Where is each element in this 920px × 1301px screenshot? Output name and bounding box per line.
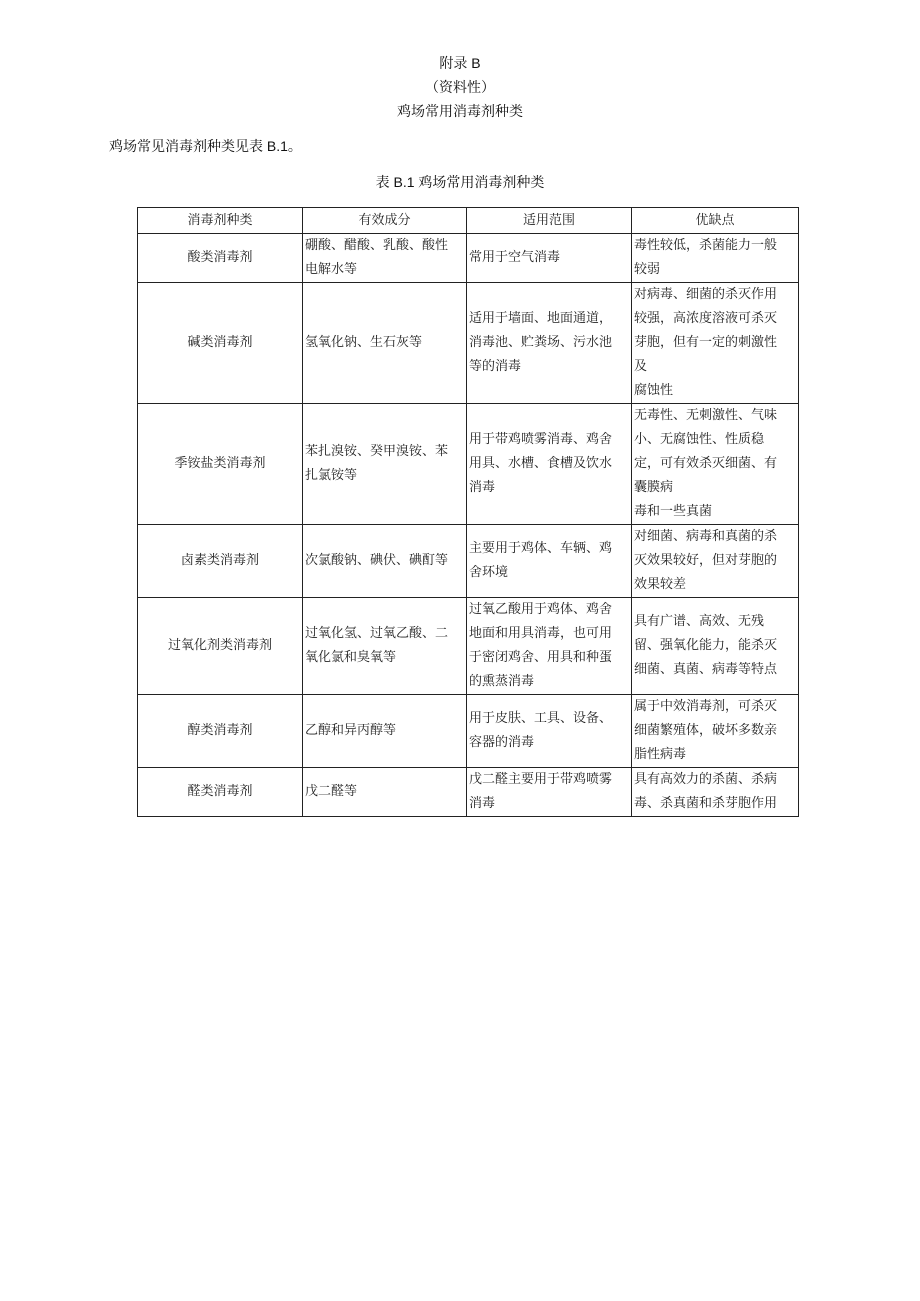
ingredient-cell [303, 283, 467, 404]
cell-line: 于密闭鸡舍、用具和种蛋 [469, 650, 613, 665]
pros-cons-cell [632, 404, 799, 525]
cell-line: 硼酸、醋酸、乳酸、酸性 [305, 238, 449, 253]
table-row [138, 525, 799, 598]
pros-cons-cell [632, 695, 799, 768]
scope-cell [467, 768, 632, 817]
cell-line: 具有广谱、高效、无残 [634, 614, 765, 629]
disinfectant-type-cell: 过氧化剂类消毒剂 [138, 598, 303, 695]
cell-line: 乙醇和异丙醇等 [305, 723, 397, 738]
cell-line: 主要用于鸡体、车辆、鸡 [469, 541, 613, 556]
scope-cell [467, 234, 632, 283]
cell-line: 及 [634, 359, 648, 374]
table-row [138, 404, 799, 525]
table-row [138, 695, 799, 768]
disinfectant-type-cell: 季铵盐类消毒剂 [138, 404, 303, 525]
cell-line: 灭效果较好，但对芽胞的 [634, 553, 778, 568]
pros-cons-cell [632, 598, 799, 695]
cell-line: 次氯酸钠、碘伏、碘酊等 [305, 553, 449, 568]
cell-line: 常用于空气消毒 [469, 250, 561, 265]
cell-line: 腐蚀性 [634, 383, 674, 398]
cell-line: 的熏蒸消毒 [469, 674, 535, 689]
disinfectant-type-cell: 醇类消毒剂 [138, 695, 303, 768]
cell-line: 小、无腐蚀性、性质稳 [634, 432, 765, 447]
cell-line: 较强，高浓度溶液可杀灭 [634, 311, 778, 326]
cell-line: 扎氯铵等 [305, 468, 358, 483]
cell-line: 过氧乙酸用于鸡体、鸡舍 [469, 602, 613, 617]
cell-line: 毒性较低，杀菌能力一般 [634, 238, 778, 253]
cell-line: 适用于墙面、地面通道， [469, 311, 613, 326]
scope-cell [467, 404, 632, 525]
cell-line: 电解水等 [305, 262, 358, 277]
cell-line: 细菌、真菌、病毒等特点 [634, 662, 778, 677]
pros-cons-cell [632, 768, 799, 817]
cell-line: 具有高效力的杀菌、杀病 [634, 772, 778, 787]
disinfectant-table [137, 207, 799, 817]
cell-line: 氢氧化钠、生石灰等 [305, 335, 423, 350]
cell-line: 戊二醛主要用于带鸡喷雾 [469, 772, 613, 787]
cell-line: 等的消毒 [469, 359, 522, 374]
disinfectant-type-cell: 醛类消毒剂 [138, 768, 303, 817]
scope-cell [467, 695, 632, 768]
cell-line: 舍环境 [469, 565, 509, 580]
cell-line: 苯扎溴铵、癸甲溴铵、苯 [305, 444, 449, 459]
table-caption: 表 B.1 鸡场常用消毒剂种类 [375, 174, 545, 190]
cell-line: 属于中效消毒剂，可杀灭 [634, 699, 778, 714]
ingredient-cell [303, 768, 467, 817]
table-row [138, 283, 799, 404]
cell-line: 对病毒、细菌的杀灭作用 [634, 287, 778, 302]
cell-line: 对细菌、病毒和真菌的杀 [634, 529, 778, 544]
ingredient-cell [303, 695, 467, 768]
table-row [138, 598, 799, 695]
scope-cell [467, 525, 632, 598]
cell-line: 用于皮肤、工具、设备、 [469, 711, 613, 726]
ingredient-cell [303, 525, 467, 598]
pros-cons-cell [632, 234, 799, 283]
header-pros-cons: 优缺点 [632, 208, 799, 234]
cell-line: 无毒性、无刺激性、气味 [634, 408, 778, 423]
cell-line: 细菌繁殖体，破坏多数亲 [634, 723, 778, 738]
disinfectant-type-cell: 卤素类消毒剂 [138, 525, 303, 598]
ingredient-cell [303, 234, 467, 283]
cell-line: 容器的消毒 [469, 735, 535, 750]
pros-cons-cell [632, 525, 799, 598]
disinfectant-type-cell: 碱类消毒剂 [138, 283, 303, 404]
cell-line: 芽胞，但有一定的刺激性 [634, 335, 778, 350]
cell-line: 用于带鸡喷雾消毒、鸡舍 [469, 432, 613, 447]
header-ingredient: 有效成分 [303, 208, 467, 234]
intro-paragraph: 鸡场常见消毒剂种类见表 B.1。 [109, 138, 302, 154]
cell-line: 定，可有效杀灭细菌、有 [634, 456, 778, 471]
cell-line: 消毒 [469, 480, 496, 495]
cell-line: 戊二醛等 [305, 784, 358, 799]
cell-line: 毒和一些真菌 [634, 504, 713, 519]
cell-line: 消毒池、贮粪场、污水池 [469, 335, 613, 350]
cell-line: 较弱 [634, 262, 661, 277]
cell-line: 囊膜病 [634, 480, 674, 495]
table-header-row [138, 208, 799, 234]
cell-line: 用具、水槽、食槽及饮水 [469, 456, 613, 471]
disinfectant-type-cell: 酸类消毒剂 [138, 234, 303, 283]
table-body [138, 234, 799, 817]
cell-line: 留、强氧化能力，能杀灭 [634, 638, 778, 653]
pros-cons-cell [632, 283, 799, 404]
appendix-note: （资料性） [425, 79, 495, 95]
ingredient-cell [303, 598, 467, 695]
cell-line: 效果较差 [634, 577, 687, 592]
header-scope: 适用范围 [467, 208, 632, 234]
appendix-heading: 鸡场常用消毒剂种类 [397, 103, 523, 119]
scope-cell [467, 598, 632, 695]
cell-line: 地面和用具消毒，也可用 [469, 626, 613, 641]
cell-line: 毒、杀真菌和杀芽胞作用 [634, 796, 778, 811]
scope-cell [467, 283, 632, 404]
cell-line: 脂性病毒 [634, 747, 687, 762]
appendix-title: 附录 B [439, 55, 481, 71]
table-row [138, 768, 799, 817]
cell-line: 消毒 [469, 796, 496, 811]
cell-line: 氧化氯和臭氧等 [305, 650, 397, 665]
header-type: 消毒剂种类 [138, 208, 303, 234]
table-row [138, 234, 799, 283]
cell-line: 过氧化氢、过氧乙酸、二 [305, 626, 449, 641]
ingredient-cell [303, 404, 467, 525]
